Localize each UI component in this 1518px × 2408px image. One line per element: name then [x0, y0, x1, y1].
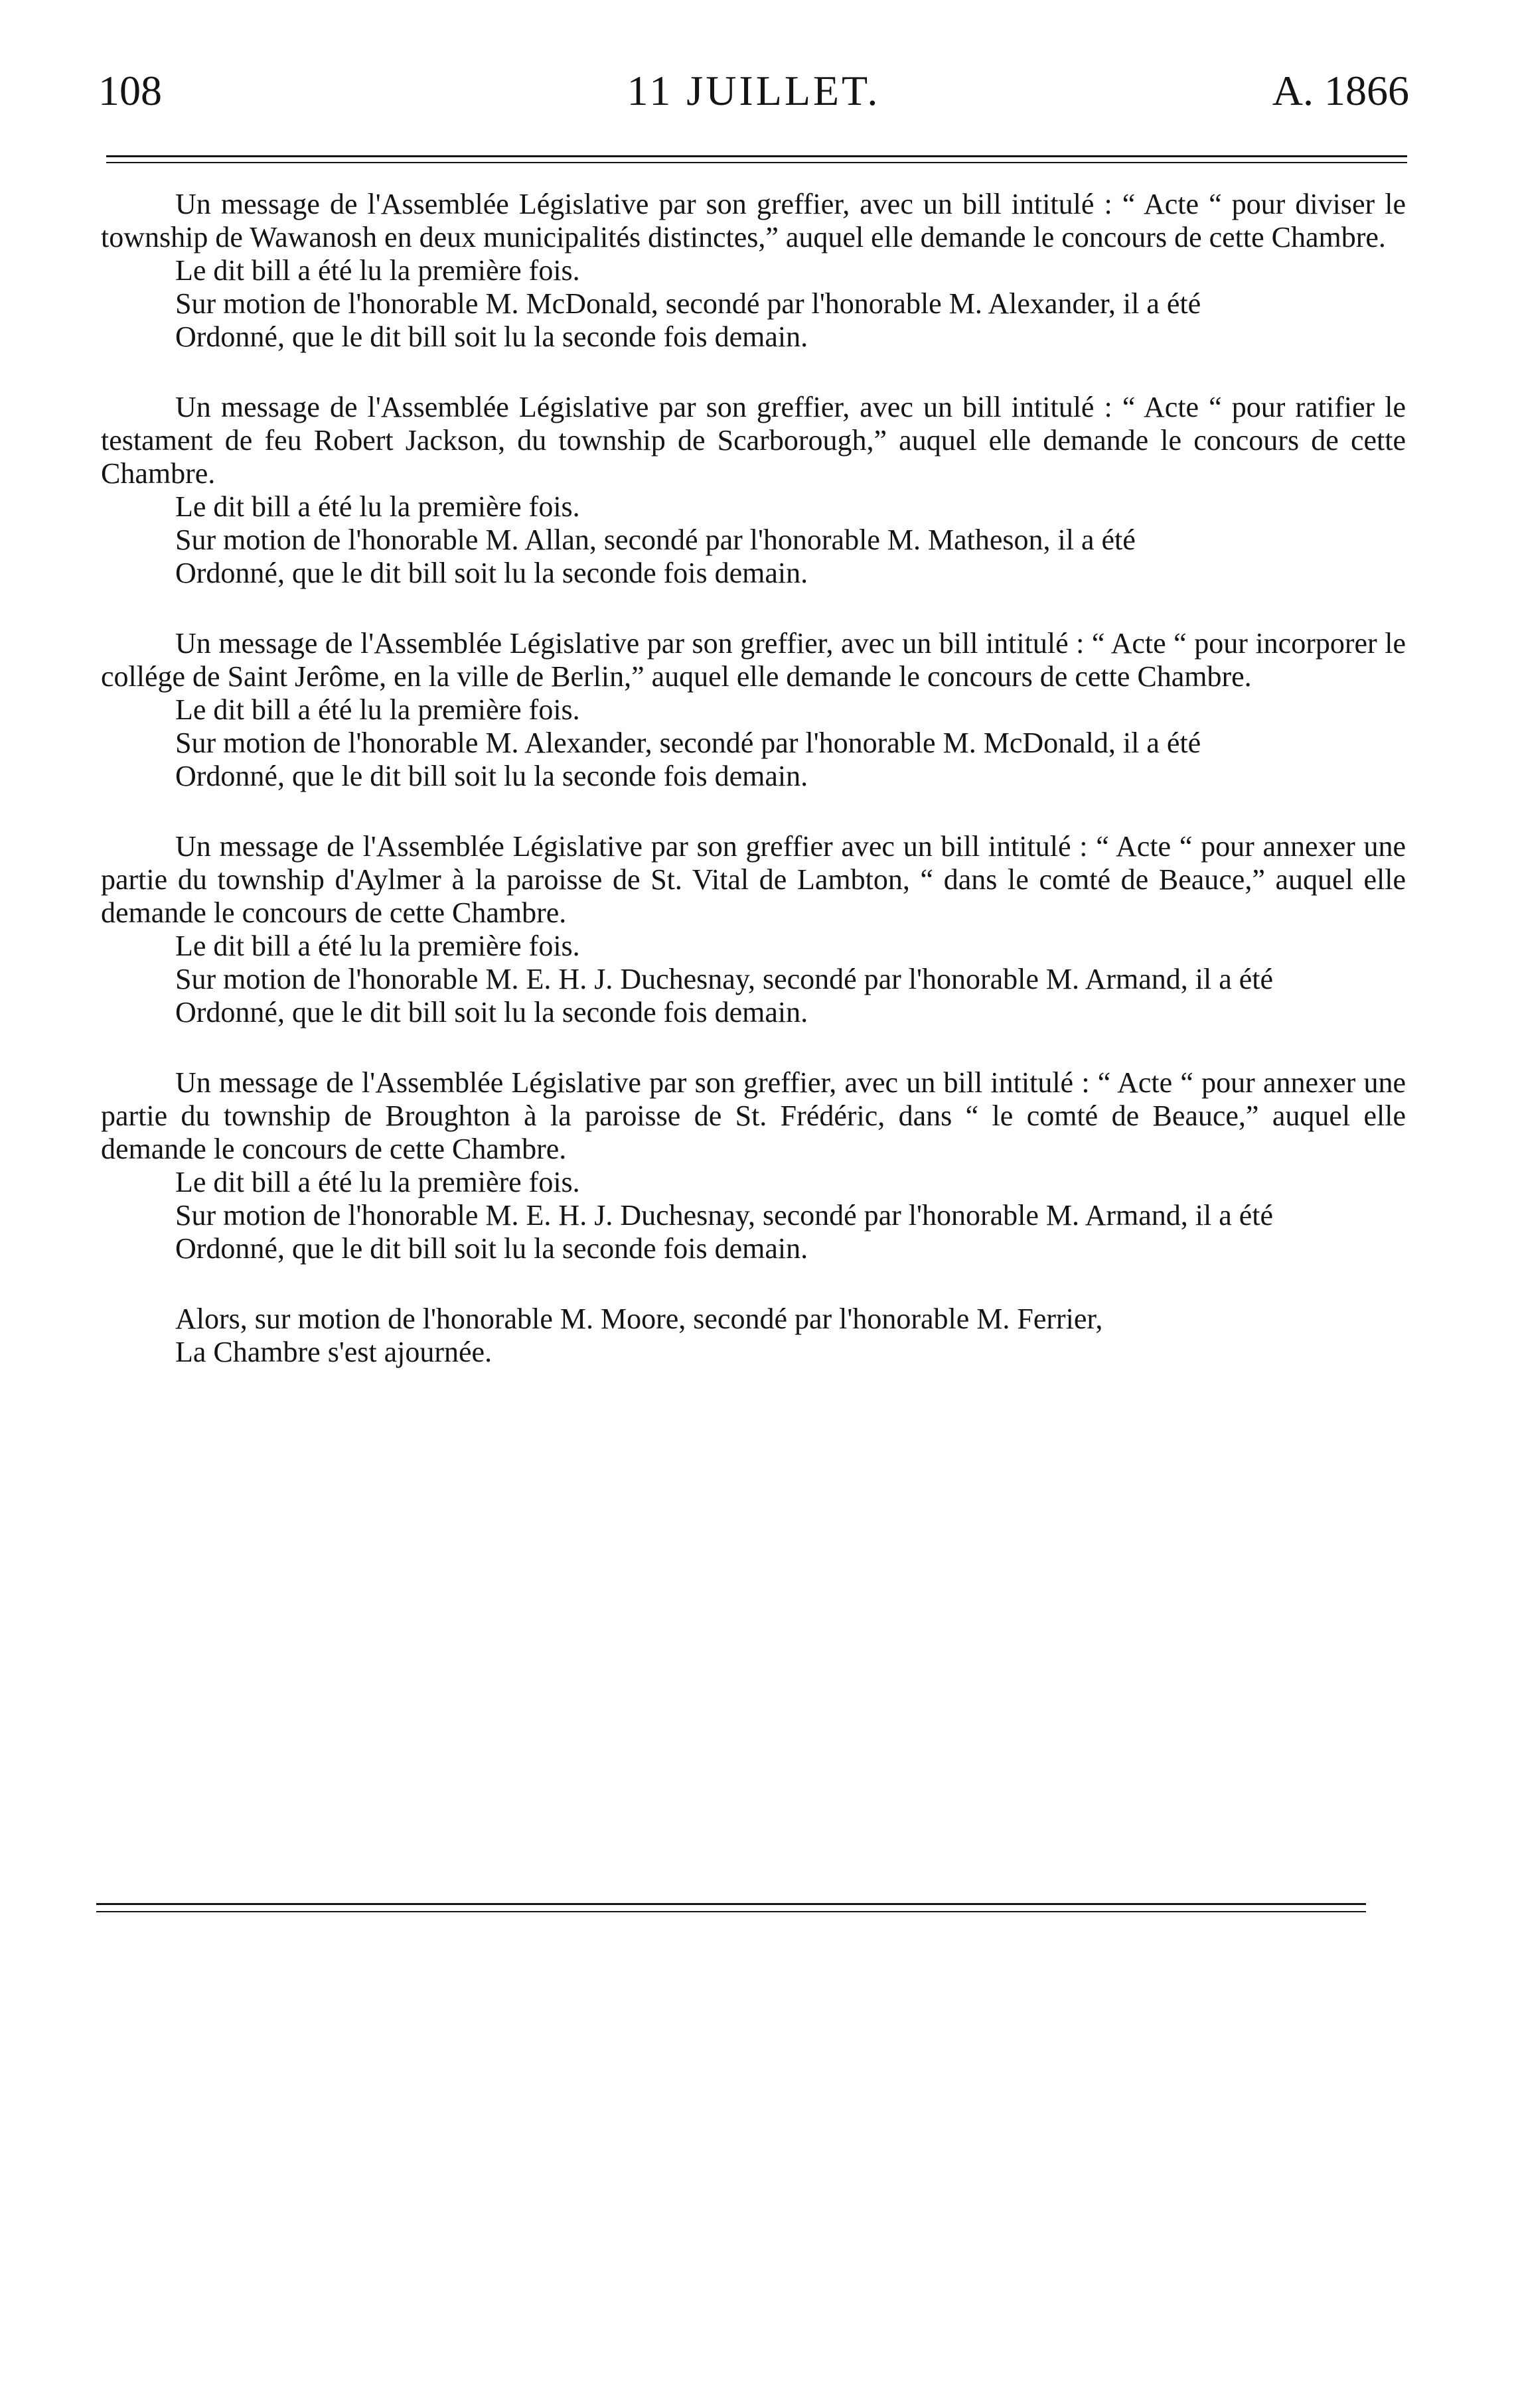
- header-date: 11 JUILLET.: [627, 67, 881, 114]
- adjournment-line: La Chambre s'est ajournée.: [175, 1336, 493, 1368]
- reading-line: Le dit bill a été lu la première fois.: [175, 490, 580, 523]
- message-paragraph: Un message de l'Assemblée Législative par son greffier, avec un bill intitulé : “ Acte “ pour ratifier le testament de feu Robert Jackson, du township de Scarborough,” auquel elle demande le concours de cette Chambre.: [101, 391, 1406, 490]
- header-year: A. 1866: [1272, 67, 1409, 114]
- motion-line: Sur motion de l'honorable M. E. H. J. Duchesnay, secondé par l'honorable M. Armand, il a été: [175, 1199, 1274, 1232]
- closing-motion: Alors, sur motion de l'honorable M. Moore, secondé par l'honorable M. Ferrier,: [175, 1303, 1103, 1335]
- message-paragraph: Un message de l'Assemblée Législative par son greffier, avec un bill intitulé : “ Acte “ pour incorporer le collége de Saint Jerôme, en la ville de Berlin,” auquel elle demande le concours de cette Chambre.: [101, 627, 1406, 693]
- order-line: Ordonné, que le dit bill soit lu la seconde fois demain.: [175, 1232, 808, 1265]
- message-paragraph: Un message de l'Assemblée Législative par son greffier, avec un bill intitulé : “ Acte “ pour annexer une partie du township de Broughton à la paroisse de St. Frédéric, dans “ le comté de Beauce,” auquel elle demande le concours de cette Chambre.: [101, 1066, 1406, 1165]
- order-line: Ordonné, que le dit bill soit lu la seconde fois demain.: [175, 996, 808, 1028]
- order-line: Ordonné, que le dit bill soit lu la seconde fois demain.: [175, 320, 808, 353]
- page-number: 108: [98, 67, 162, 114]
- message-paragraph: Un message de l'Assemblée Législative par son greffier, avec un bill intitulé : “ Acte “ pour diviser le township de Wawanosh en deux municipalités distinctes,” auquel elle demande le concours de cette Chambre.: [101, 188, 1406, 253]
- motion-line: Sur motion de l'honorable M. Allan, secondé par l'honorable M. Matheson, il a été: [175, 524, 1136, 556]
- bill-entry: [101, 627, 1406, 793]
- bill-entry: [101, 188, 1406, 354]
- bill-entry: [101, 1066, 1406, 1265]
- message-paragraph: Un message de l'Assemblée Législative par son greffier avec un bill intitulé : “ Acte “ pour annexer une partie du township d'Aylmer à la paroisse de St. Vital de Lambton, “ dans le comté de Beauce,” auquel elle demande le concours de cette Chambre.: [101, 830, 1406, 929]
- motion-line: Sur motion de l'honorable M. McDonald, secondé par l'honorable M. Alexander, il a été: [175, 287, 1201, 320]
- header-rule-bottom: [106, 162, 1407, 163]
- header-rule-top: [106, 155, 1407, 157]
- order-line: Ordonné, que le dit bill soit lu la seconde fois demain.: [175, 557, 808, 589]
- bill-entry: [101, 391, 1406, 590]
- bill-entry: [101, 830, 1406, 1029]
- running-header: [98, 61, 1409, 121]
- order-line: Ordonné, que le dit bill soit lu la seconde fois demain.: [175, 760, 808, 792]
- reading-line: Le dit bill a été lu la première fois.: [175, 1166, 580, 1198]
- footer-rule-bottom: [96, 1911, 1366, 1912]
- reading-line: Le dit bill a été lu la première fois.: [175, 693, 580, 726]
- closing-entry: [101, 1303, 1406, 1369]
- reading-line: Le dit bill a été lu la première fois.: [175, 254, 580, 287]
- motion-line: Sur motion de l'honorable M. E. H. J. Duchesnay, secondé par l'honorable M. Armand, il a été: [175, 963, 1274, 995]
- journal-body: [101, 188, 1406, 1369]
- footer-rule-top: [96, 1903, 1366, 1905]
- motion-line: Sur motion de l'honorable M. Alexander, secondé par l'honorable M. McDonald, il a été: [175, 727, 1201, 759]
- reading-line: Le dit bill a été lu la première fois.: [175, 930, 580, 962]
